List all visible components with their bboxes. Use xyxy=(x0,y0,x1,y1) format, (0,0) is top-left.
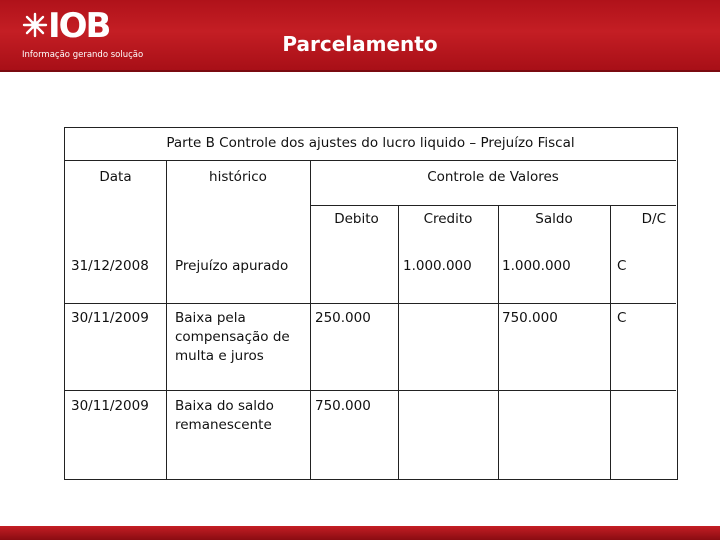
col-divider xyxy=(310,160,311,479)
logo-tagline: Informação gerando solução xyxy=(22,50,144,60)
row-divider xyxy=(310,205,676,206)
header-credito: Credito xyxy=(423,211,473,227)
row1-historico: Prejuízo apurado xyxy=(175,258,289,274)
row2-data: 30/11/2009 xyxy=(71,310,149,326)
header-historico: histórico xyxy=(209,169,267,185)
footer-bar xyxy=(0,526,720,540)
row3-historico: Baixa do saldo remanescente xyxy=(175,398,274,433)
row1-dc: C xyxy=(617,258,627,274)
row-divider xyxy=(65,303,676,304)
header-debito: Debito xyxy=(334,211,379,227)
col-divider xyxy=(498,205,499,479)
asterisk-icon xyxy=(22,12,48,38)
row2-historico: Baixa pela compensação de multa e juros xyxy=(175,310,290,364)
header-dc: D/C xyxy=(641,211,666,227)
row2-debito: 250.000 xyxy=(315,310,371,326)
header-controle-valores: Controle de Valores xyxy=(427,169,559,185)
row1-credito: 1.000.000 xyxy=(403,258,472,274)
header-divider xyxy=(0,70,720,72)
header-saldo: Saldo xyxy=(535,211,573,227)
table-caption: Parte B Controle dos ajustes do lucro liquido – Prejuízo Fiscal xyxy=(166,135,575,151)
row3-data: 30/11/2009 xyxy=(71,398,149,414)
col-divider xyxy=(166,160,167,479)
header-data: Data xyxy=(99,169,132,185)
row-divider xyxy=(65,390,676,391)
row1-data: 31/12/2008 xyxy=(71,258,149,274)
row-divider xyxy=(65,160,676,161)
page-title: Parcelamento xyxy=(282,32,438,56)
row2-dc: C xyxy=(617,310,627,326)
col-divider xyxy=(398,205,399,479)
row2-saldo: 750.000 xyxy=(502,310,558,326)
row1-saldo: 1.000.000 xyxy=(502,258,571,274)
ajustes-table xyxy=(64,127,678,480)
logo-wordmark: IOB xyxy=(48,6,110,46)
col-divider xyxy=(610,205,611,479)
row3-debito: 750.000 xyxy=(315,398,371,414)
